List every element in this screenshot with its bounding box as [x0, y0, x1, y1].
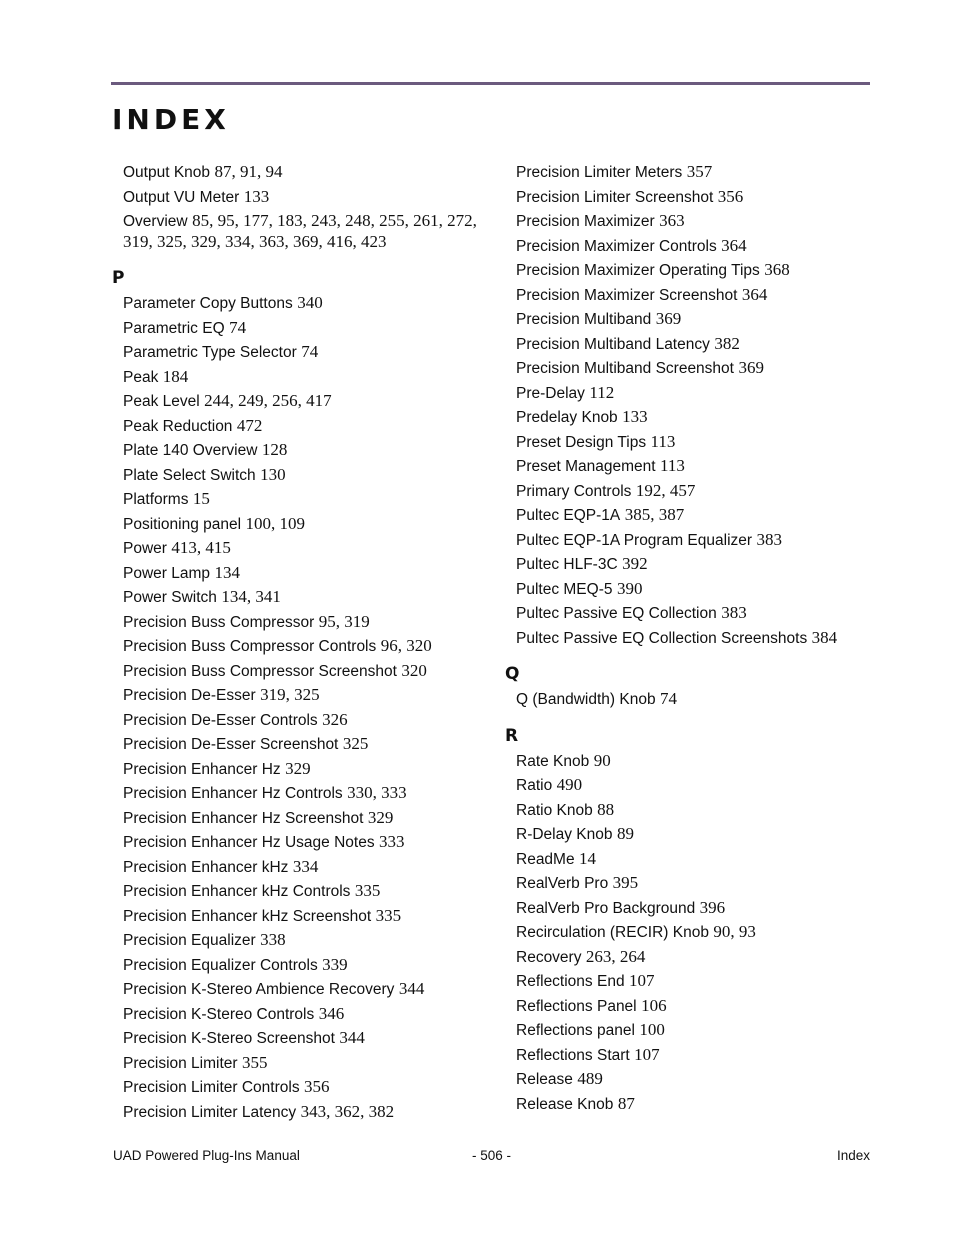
- index-entry-term: Precision K-Stereo Ambience Recovery: [123, 981, 395, 998]
- index-entry-pages[interactable]: 364: [721, 235, 747, 255]
- index-entry: [516, 234, 885, 259]
- index-entry: [123, 585, 492, 610]
- index-entry-pages[interactable]: 346: [318, 1003, 345, 1023]
- index-entry-term: Reflections End: [516, 973, 625, 990]
- index-entry-pages[interactable]: 368: [764, 260, 790, 279]
- index-entry-term: Output Knob: [123, 164, 211, 181]
- index-entry-term: Platforms: [123, 491, 189, 508]
- index-entry: [516, 687, 885, 712]
- index-entry-term: Precision Equalizer: [123, 932, 256, 949]
- index-entry-pages[interactable]: 74: [660, 689, 678, 708]
- index-entry-term: Precision Maximizer Controls: [516, 237, 717, 255]
- index-entry-term: Parameter Copy Buttons: [123, 295, 293, 312]
- index-entry-pages[interactable]: 325: [342, 734, 369, 753]
- index-entry: [516, 1043, 885, 1068]
- index-entry-pages[interactable]: 100, 109: [245, 513, 306, 533]
- index-entry: [123, 209, 492, 254]
- index-entry-term: Release Knob: [516, 1095, 614, 1113]
- index-entry-pages[interactable]: 85, 95, 177, 183, 243, 248, 255, 261, 272, 319, 325, 329, 334, 363, 369, 416, 423: [123, 211, 477, 251]
- index-entry-term: Precision Limiter Latency: [123, 1103, 297, 1121]
- index-entry: [516, 749, 885, 774]
- index-entry: [516, 1067, 885, 1092]
- index-entry: [123, 1100, 492, 1125]
- index-entry-term: Precision K-Stereo Screenshot: [123, 1030, 335, 1047]
- index-entry-term: Precision Maximizer Operating Tips: [516, 262, 760, 279]
- index-entry: [123, 928, 492, 953]
- index-entry-term: Reflections panel: [516, 1022, 635, 1039]
- index-entry: [123, 316, 492, 341]
- index-entry: [516, 307, 885, 332]
- index-entry-term: Precision Enhancer Hz Controls: [123, 785, 343, 802]
- index-entry-pages[interactable]: 74: [229, 317, 247, 337]
- index-entry-term: Precision Enhancer Hz Screenshot: [123, 809, 364, 827]
- index-entry-pages[interactable]: 113: [660, 456, 685, 475]
- index-entry: [516, 847, 885, 872]
- index-entry: [123, 1051, 492, 1076]
- footer-section-name: Index: [836, 1148, 870, 1163]
- index-entry: [516, 405, 885, 430]
- index-entry-pages[interactable]: 396: [699, 897, 726, 917]
- index-entry-pages[interactable]: 107: [629, 971, 655, 990]
- index-entry-pages[interactable]: 100: [639, 1020, 665, 1039]
- index-entry-term: Precision Multiband: [516, 311, 652, 328]
- index-entry-pages[interactable]: 413, 415: [171, 538, 231, 557]
- index-entry: [516, 1018, 885, 1043]
- index-entry-term: Overview: [123, 213, 188, 230]
- index-entry: [123, 1002, 492, 1027]
- index-entry-pages[interactable]: 326: [322, 709, 348, 729]
- index-entry: [516, 283, 885, 308]
- index-entry-term: Pultec EQP-1A: [516, 507, 621, 524]
- index-entry-term: Precision De-Esser: [123, 687, 256, 704]
- index-section: [112, 160, 492, 254]
- index-entry-pages[interactable]: 333: [379, 832, 405, 851]
- index-entry: [516, 430, 885, 455]
- index-entry: [516, 626, 885, 651]
- index-entry-pages[interactable]: 369: [655, 309, 682, 328]
- index-entry-term: Q (Bandwidth) Knob: [516, 691, 656, 708]
- index-entry-pages[interactable]: 133: [243, 186, 270, 206]
- index-entry-pages[interactable]: 263, 264: [585, 946, 646, 966]
- index-entry: [516, 479, 885, 504]
- index-entry-term: Power Switch: [123, 589, 217, 606]
- index-entry: [516, 822, 885, 847]
- index-entry-pages[interactable]: 319, 325: [260, 685, 320, 704]
- page-footer: [113, 1148, 870, 1166]
- index-entry: [123, 757, 492, 782]
- index-entry-pages[interactable]: 344: [398, 979, 425, 998]
- index-entry-pages[interactable]: 339: [322, 954, 348, 974]
- index-entry: [123, 536, 492, 561]
- index-entry-term: Precision Limiter Screenshot: [516, 188, 714, 206]
- index-entry-pages[interactable]: 90, 93: [713, 922, 756, 941]
- index-entry: [516, 969, 885, 994]
- index-entry-term: Peak Level: [123, 393, 200, 410]
- index-entry-pages[interactable]: 329: [285, 758, 311, 778]
- index-entry-pages[interactable]: 134: [214, 562, 240, 582]
- index-entry-term: Precision Enhancer kHz Controls: [123, 883, 351, 900]
- index-entry: [516, 798, 885, 823]
- index-entry-term: Pultec EQP-1A Program Equalizer: [516, 531, 753, 549]
- index-entry: [123, 414, 492, 439]
- index-entry: [516, 994, 885, 1019]
- section-letter-heading: R: [505, 725, 519, 746]
- index-column-left: [112, 160, 492, 1124]
- index-entry-term: Peak Reduction: [123, 417, 233, 435]
- index-entry-pages[interactable]: 338: [260, 930, 286, 949]
- index-entry: [516, 577, 885, 602]
- index-entry: [516, 773, 885, 798]
- index-entry-pages[interactable]: 395: [612, 873, 639, 892]
- index-entry: [516, 381, 885, 406]
- index-entry-pages[interactable]: 90: [593, 750, 611, 770]
- index-entry: [516, 454, 885, 479]
- index-entry-pages[interactable]: 356: [304, 1077, 330, 1096]
- index-entry-pages[interactable]: 89: [616, 824, 634, 843]
- index-entry-term: Reflections Panel: [516, 997, 637, 1015]
- index-entry: [123, 512, 492, 537]
- index-entry-pages[interactable]: 356: [717, 186, 744, 206]
- index-entry: [516, 945, 885, 970]
- index-entry: [123, 879, 492, 904]
- section-letter-heading: Q: [505, 664, 520, 684]
- index-entry: [123, 1075, 492, 1100]
- index-entry-pages[interactable]: 107: [634, 1044, 660, 1064]
- header-rule: [111, 82, 870, 85]
- index-entry: [123, 438, 492, 463]
- index-entry-term: Predelay Knob: [516, 409, 618, 426]
- index-entry-pages[interactable]: 363: [659, 211, 685, 230]
- index-entry: [123, 291, 492, 316]
- index-entry-term: Reflections Start: [516, 1046, 630, 1064]
- index-entry-pages[interactable]: 390: [616, 578, 643, 598]
- index-entry: [516, 209, 885, 234]
- index-entry-term: Precision Buss Compressor: [123, 613, 315, 631]
- index-entry-pages[interactable]: 320: [401, 660, 427, 680]
- index-entry: [123, 365, 492, 390]
- index-entry: [123, 732, 492, 757]
- index-entry-term: Pultec Passive EQ Collection Screenshots: [516, 629, 808, 647]
- index-entry: [123, 610, 492, 635]
- index-entry-pages[interactable]: 184: [162, 366, 189, 386]
- index-entry-pages[interactable]: 14: [579, 848, 597, 868]
- index-entry-term: Precision De-Esser Screenshot: [123, 736, 339, 753]
- index-entry: [516, 1092, 885, 1117]
- index-entry: [123, 463, 492, 488]
- index-entry: [516, 871, 885, 896]
- index-entry-pages[interactable]: 385, 387: [624, 505, 685, 524]
- index-entry-pages[interactable]: 192, 457: [635, 480, 696, 500]
- index-entry-pages[interactable]: 335: [375, 905, 402, 925]
- index-entry: [516, 528, 885, 553]
- index-entry-pages[interactable]: 344: [339, 1028, 365, 1047]
- index-entry-term: Positioning panel: [123, 515, 242, 533]
- index-entry-pages[interactable]: 113: [650, 431, 676, 451]
- footer-page-number: - 506 -: [471, 1148, 512, 1163]
- index-entry-term: Recirculation (RECIR) Knob: [516, 924, 709, 941]
- index-entry-term: Precision Multiband Screenshot: [516, 360, 734, 377]
- index-entry: [123, 953, 492, 978]
- index-entry-term: Precision Maximizer Screenshot: [516, 286, 738, 304]
- index-entry: [516, 356, 885, 381]
- index-entry-term: Precision Maximizer: [516, 213, 655, 230]
- index-entry-pages[interactable]: 340: [297, 293, 323, 312]
- index-entry: [123, 708, 492, 733]
- index-entry-pages[interactable]: 244, 249, 256, 417: [204, 391, 332, 410]
- index-entry-term: Precision Limiter Controls: [123, 1079, 300, 1096]
- index-entry: [516, 896, 885, 921]
- footer-manual-title: UAD Powered Plug-Ins Manual: [113, 1148, 300, 1163]
- index-entry-term: Preset Management: [516, 458, 656, 475]
- index-entry-pages[interactable]: 74: [301, 342, 319, 361]
- index-entry-term: Plate 140 Overview: [123, 442, 258, 459]
- index-entry-pages[interactable]: 133: [622, 407, 648, 426]
- index-section: [505, 723, 885, 1117]
- index-entry-term: Power Lamp: [123, 564, 211, 582]
- index-entry-pages[interactable]: 384: [811, 627, 838, 647]
- index-entry: [123, 185, 492, 210]
- index-entry-pages[interactable]: 364: [741, 284, 768, 304]
- index-entry-term: Precision Buss Compressor Controls: [123, 638, 377, 655]
- index-entry: [123, 634, 492, 659]
- index-entry-pages[interactable]: 95, 319: [318, 611, 370, 631]
- index-entry-pages[interactable]: 87: [617, 1093, 635, 1113]
- index-entry-term: Pultec Passive EQ Collection: [516, 605, 717, 622]
- index-entry-term: Power: [123, 540, 167, 557]
- index-entry-pages[interactable]: 88: [597, 799, 615, 819]
- index-entry: [123, 683, 492, 708]
- index-entry: [516, 920, 885, 945]
- index-entry-term: Precision K-Stereo Controls: [123, 1005, 315, 1023]
- index-entry-term: Precision De-Esser Controls: [123, 711, 318, 729]
- index-entry: [123, 830, 492, 855]
- index-entry: [123, 487, 492, 512]
- index-entry: [123, 340, 492, 365]
- index-entry-pages[interactable]: 357: [686, 162, 713, 181]
- index-entry-pages[interactable]: 369: [738, 358, 764, 377]
- index-entry: [516, 601, 885, 626]
- index-entry: [516, 160, 885, 185]
- index-entry-pages[interactable]: 383: [721, 603, 747, 622]
- index-entry-pages[interactable]: 472: [236, 415, 263, 435]
- index-entry-term: Plate Select Switch: [123, 466, 256, 484]
- index-entry-pages[interactable]: 489: [577, 1069, 603, 1088]
- index-entry-pages[interactable]: 490: [556, 775, 583, 794]
- index-entry-term: Precision Enhancer kHz Screenshot: [123, 907, 372, 925]
- index-section: [112, 265, 492, 1124]
- index-entry-term: Pultec MEQ-5: [516, 580, 613, 598]
- index-entry: [123, 781, 492, 806]
- index-entry-term: Precision Enhancer Hz Usage Notes: [123, 834, 375, 851]
- index-entry: [123, 389, 492, 414]
- index-section: [505, 160, 885, 650]
- index-entry-term: Parametric Type Selector: [123, 344, 297, 361]
- index-entry: [516, 258, 885, 283]
- index-entry-pages[interactable]: 96, 320: [380, 636, 432, 655]
- index-entry-pages[interactable]: 130: [260, 464, 286, 484]
- index-entry-term: Precision Equalizer Controls: [123, 956, 318, 974]
- index-entry-pages[interactable]: 112: [589, 382, 615, 402]
- index-entry-pages[interactable]: 335: [354, 881, 381, 900]
- section-letter-heading: P: [112, 268, 125, 288]
- index-entry: [516, 503, 885, 528]
- index-entry: [123, 806, 492, 831]
- index-column-right: [505, 160, 885, 1116]
- index-entry-pages[interactable]: 330, 333: [347, 783, 407, 802]
- index-entry-pages[interactable]: 392: [622, 554, 648, 573]
- index-entry-pages[interactable]: 334: [292, 856, 319, 876]
- index-entry-term: Pre-Delay: [516, 384, 585, 402]
- index-entry-term: R-Delay Knob: [516, 826, 613, 843]
- index-entry: [123, 1026, 492, 1051]
- index-entry-term: Output VU Meter: [123, 188, 240, 206]
- index-entry: [123, 977, 492, 1002]
- index-entry-term: Precision Buss Compressor Screenshot: [123, 662, 397, 680]
- index-entry-term: Release: [516, 1071, 573, 1088]
- index-entry: [516, 185, 885, 210]
- index-entry-term: Recovery: [516, 948, 582, 966]
- index-entry-term: Precision Limiter Meters: [516, 164, 683, 181]
- index-entry-term: Pultec HLF-3C: [516, 556, 618, 573]
- index-entry: [123, 855, 492, 880]
- index-entry-term: Ratio Knob: [516, 801, 593, 819]
- index-entry-pages[interactable]: 15: [192, 489, 210, 508]
- index-entry-term: Parametric EQ: [123, 319, 225, 337]
- index-entry: [516, 332, 885, 357]
- index-entry-pages[interactable]: 343, 362, 382: [300, 1101, 395, 1121]
- index-entry-term: RealVerb Pro: [516, 875, 609, 892]
- index-entry: [123, 561, 492, 586]
- index-entry-term: RealVerb Pro Background: [516, 899, 696, 917]
- index-entry-term: ReadMe: [516, 850, 575, 868]
- index-entry: [123, 160, 492, 185]
- index-entry-term: Preset Design Tips: [516, 433, 647, 451]
- index-entry-term: Precision Enhancer kHz: [123, 858, 289, 876]
- index-entry-pages[interactable]: 134, 341: [221, 587, 281, 606]
- index-entry-term: Precision Enhancer Hz: [123, 760, 281, 778]
- index-entry-pages[interactable]: 383: [756, 529, 783, 549]
- page-title: INDEX: [112, 103, 230, 136]
- index-entry-pages[interactable]: 329: [367, 807, 394, 827]
- index-entry: [123, 904, 492, 929]
- index-entry: [123, 659, 492, 684]
- index-entry: [516, 552, 885, 577]
- index-entry-pages[interactable]: 106: [641, 995, 667, 1015]
- index-entry-term: Ratio: [516, 777, 553, 794]
- index-entry-pages[interactable]: 355: [242, 1052, 268, 1072]
- index-entry-term: Precision Limiter: [123, 1054, 238, 1072]
- index-section: [505, 661, 885, 712]
- index-entry-term: Rate Knob: [516, 752, 590, 770]
- index-entry-term: Precision Multiband Latency: [516, 335, 710, 353]
- index-entry-pages[interactable]: 87, 91, 94: [214, 162, 283, 181]
- index-entry-term: Peak: [123, 368, 159, 386]
- index-entry-pages[interactable]: 382: [714, 333, 740, 353]
- index-entry-term: Primary Controls: [516, 482, 632, 500]
- index-entry-pages[interactable]: 128: [261, 440, 288, 459]
